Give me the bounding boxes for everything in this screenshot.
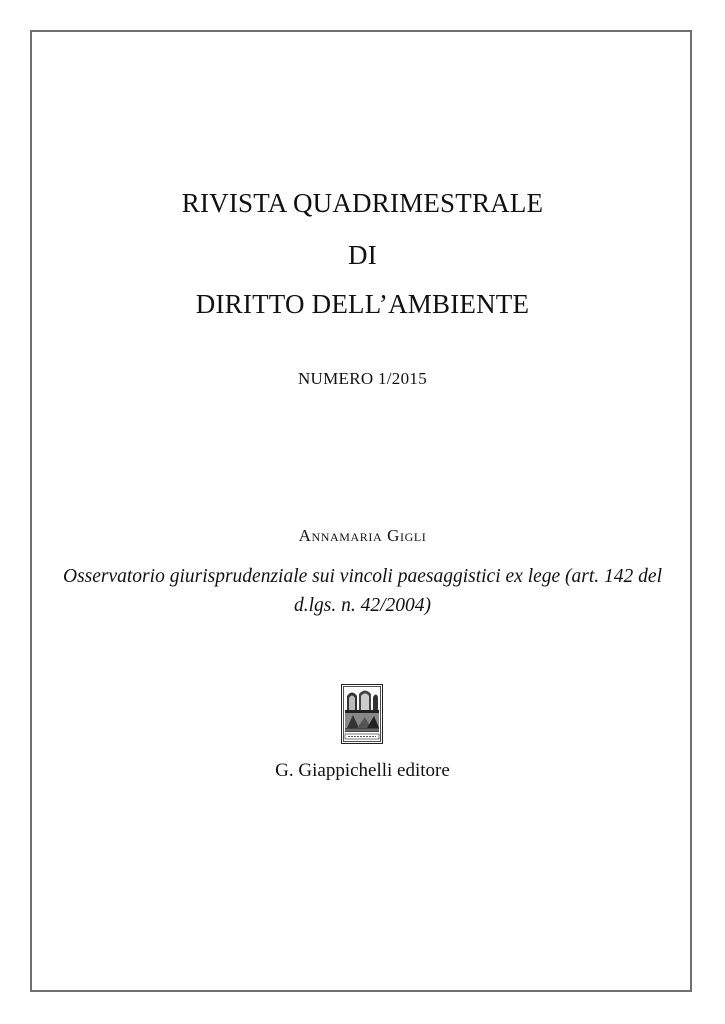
page-border <box>30 30 692 992</box>
journal-title-line-2: DI <box>348 240 377 270</box>
article-title: Osservatorio giurisprudenziale sui vincoli paesaggistici ex lege (art. 142 del d.lgs. n. 42/2004) <box>62 566 662 616</box>
journal-title-line-1: RIVISTA QUADRIMESTRALE <box>181 188 544 218</box>
journal-title-line-3: DIRITTO DELL’AMBIENTE <box>195 289 530 319</box>
publisher-logo-icon <box>341 684 383 744</box>
author-name: Annamaria Gigli <box>298 526 427 545</box>
issue-number: NUMERO 1/2015 <box>297 369 428 388</box>
publisher-name: G. Giappichelli editore <box>275 760 450 781</box>
